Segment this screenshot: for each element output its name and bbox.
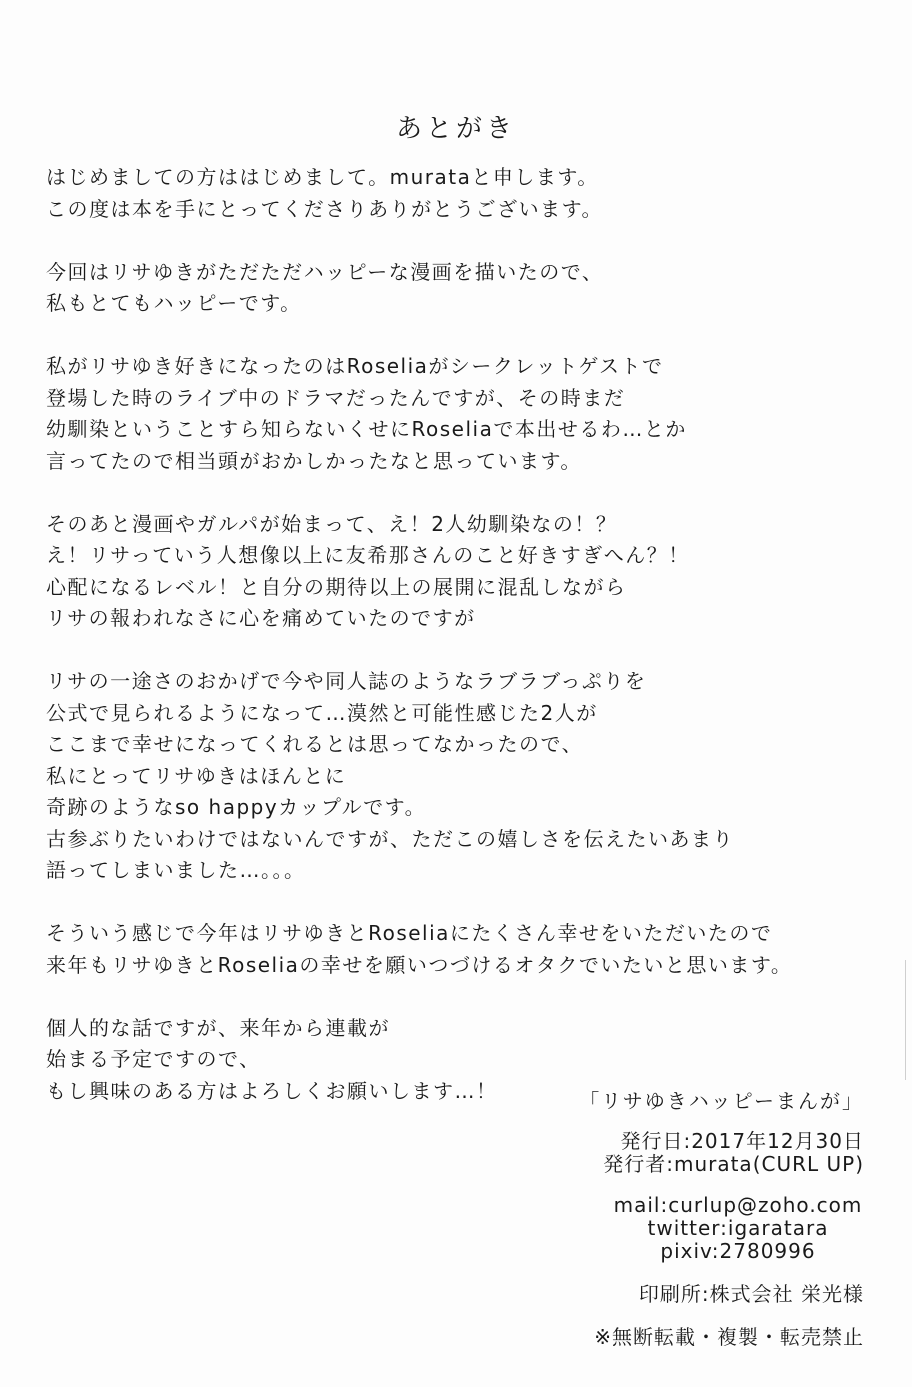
pixiv-id: pixiv:2780996	[660, 1239, 816, 1263]
book-title: 「リサゆきハッピーまんが」	[579, 1089, 864, 1113]
text-line: リサの一途さのおかげで今や同人誌のようなラブラブっぷりを	[46, 669, 647, 693]
text-line: 言ってたので相当頭がおかしかったなと思っています。	[46, 448, 582, 473]
paragraph-gap	[46, 887, 866, 919]
text-line: 私にとってリサゆきはほんとに	[46, 763, 347, 788]
text-line: 今回はリサゆきがただただハッピーな漫画を描いたので、	[46, 259, 604, 284]
spacer	[504, 1176, 864, 1194]
text-line: もし興味のある方はよろしくお願いします…！	[46, 1078, 498, 1103]
text-line: 個人的な話ですが、来年から連載が	[46, 1015, 390, 1040]
paragraph-gap	[46, 320, 866, 352]
publisher: 発行者:murata(CURL UP)	[603, 1152, 864, 1176]
page-edge-line	[905, 960, 906, 1080]
text-line: そういう感じで今年はリサゆきとRoseliaにたくさん幸せをいただいたので	[46, 921, 773, 945]
mail-address: mail:curlup@zoho.com	[613, 1193, 863, 1217]
page-title: あとがき	[395, 114, 516, 144]
text-line: 登場した時のライブ中のドラマだったんですが、その時まだ	[46, 385, 626, 410]
text-line: この度は本を手にとってくださりありがとうございます。	[46, 196, 603, 221]
paragraph-gap	[46, 981, 866, 1013]
spacer	[504, 1306, 864, 1326]
contact-block	[608, 1194, 868, 1263]
copyright-notice: ※無断転載・複製・転売禁止	[594, 1325, 864, 1349]
afterword-body	[46, 162, 866, 1107]
printer: 印刷所:株式会社 栄光様	[638, 1282, 864, 1306]
text-line: そのあと漫画やガルパが始まって、え！2人幼馴染なの！？	[46, 511, 618, 536]
colophon	[504, 1086, 864, 1349]
paragraph-gap	[46, 635, 866, 667]
text-line: 奇跡のようなso happyカップルです。	[46, 795, 427, 819]
text-line: はじめましての方ははじめまして。murataと申します。	[46, 165, 599, 189]
issue-date: 発行日:2017年12月30日	[620, 1129, 864, 1153]
text-line: 古参ぶりたいわけではないんですが、ただこの嬉しさを伝えたいあまり	[46, 826, 734, 851]
twitter-handle: twitter:igaratara	[647, 1216, 829, 1240]
text-line: リサの報われなさに心を痛めていたのですが	[46, 606, 476, 630]
spacer	[504, 1263, 864, 1283]
text-line: 来年もリサゆきとRoseliaの幸せを願いつづけるオタクでいたいと思います。	[46, 952, 793, 977]
text-line: 私もとてもハッピーです。	[46, 291, 302, 315]
text-line: 心配になるレベル！と自分の期待以上の展開に混乱しながら	[46, 574, 627, 599]
text-line: 始まる予定ですので、	[46, 1047, 261, 1071]
paragraph-gap	[46, 225, 866, 257]
text-line: 私がリサゆき好きになったのはRoseliaがシークレットゲストで	[46, 354, 664, 378]
text-line: 語ってしまいました…。。。	[46, 858, 306, 882]
text-line: 公式で見られるようになって…漠然と可能性感じた2人が	[46, 700, 598, 725]
text-line: 幼馴染ということすら知らないくせにRoseliaで本出せるわ…とか	[46, 417, 687, 441]
text-line: ここまで幸せになってくれるとは思ってなかったので、	[46, 732, 584, 756]
text-line: え！リサっていう人想像以上に友希那さんのこと好きすぎへん？！	[46, 543, 690, 567]
paragraph-gap	[46, 477, 866, 509]
